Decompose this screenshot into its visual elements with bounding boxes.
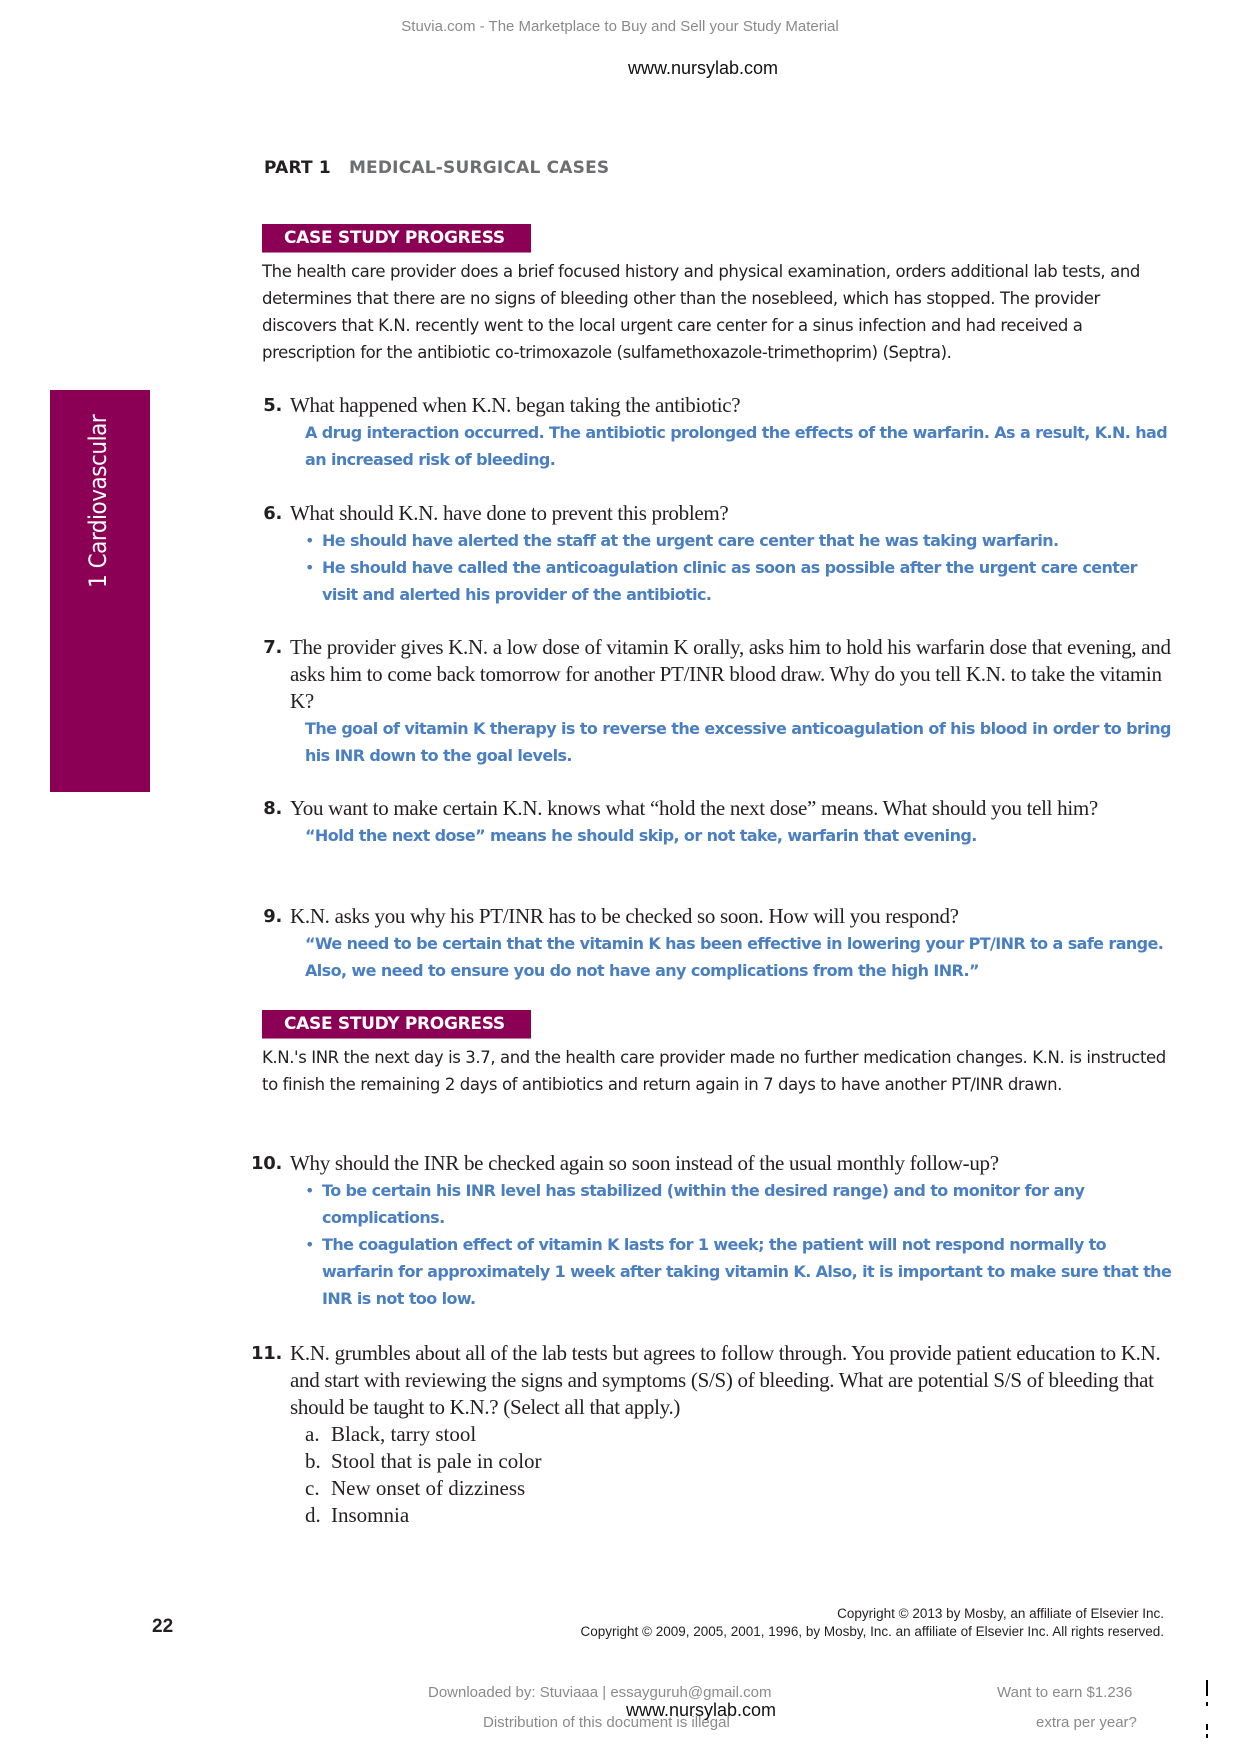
answer-text: “We need to be certain that the vitamin K has been effective in lowering your PT/INR to a safe range. Also, we need to ensure you do not have any complications from the high INR.” xyxy=(305,934,1164,980)
stuvia-watermark: Stuvia.com - The Marketplace to Buy and Sell your Study Material xyxy=(401,18,839,35)
case-study-progress-badge: CASE STUDY PROGRESS xyxy=(262,1010,531,1039)
part-label: PART 1 xyxy=(264,158,331,178)
bullet-icon: • xyxy=(305,1181,314,1200)
question-text: What should K.N. have done to prevent this problem? xyxy=(290,501,729,525)
question-9 xyxy=(262,903,1172,984)
question-number: 6. xyxy=(263,503,282,524)
part-title: MEDICAL-SURGICAL CASES xyxy=(348,158,610,178)
chapter-label: 1 Cardiovascular xyxy=(84,414,112,588)
question-5 xyxy=(262,392,1172,473)
site-url-top[interactable]: www.nursylab.com xyxy=(628,58,779,78)
question-number: 10. xyxy=(251,1153,282,1174)
question-text: What happened when K.N. began taking the antibiotic? xyxy=(290,393,741,417)
edge-marker xyxy=(1206,1702,1208,1706)
answer-option-b[interactable]: b. Stool that is pale in color xyxy=(305,1449,542,1473)
edge-marker xyxy=(1206,1680,1208,1696)
question-number: 5. xyxy=(263,395,282,416)
question-6 xyxy=(262,500,1172,608)
answer-bullet: • The coagulation effect of vitamin K lasts for 1 week; the patient will not respond normally to warfarin for approximately 1 week after taking vitamin K. Also, it is important to make sure that the INR is not too low. xyxy=(305,1231,1172,1312)
case-progress-text: K.N.'s INR the next day is 3.7, and the health care provider made no further medication changes. K.N. is instructed to finish the remaining 2 days of antibiotics and return again in 7 days to have another PT/INR drawn. xyxy=(262,1048,1166,1094)
bullet-icon: • xyxy=(305,1235,314,1254)
bullet-icon: • xyxy=(305,531,314,550)
case-study-progress-badge: CASE STUDY PROGRESS xyxy=(262,224,531,253)
question-text: Why should the INR be checked again so soon instead of the usual monthly follow-up? xyxy=(290,1151,999,1175)
answer-text: A drug interaction occurred. The antibiotic prolonged the effects of the warfarin. As a result, K.N. had an increased risk of bleeding. xyxy=(305,423,1168,469)
question-number: 11. xyxy=(251,1343,282,1364)
question-11 xyxy=(251,1340,1172,1529)
question-number: 7. xyxy=(263,637,282,658)
earn-promo-line-1[interactable]: Want to earn $1.236 xyxy=(997,1684,1133,1701)
chapter-side-tab xyxy=(50,390,150,792)
question-text: K.N. asks you why his PT/INR has to be checked so soon. How will you respond? xyxy=(290,904,959,928)
question-number: 9. xyxy=(263,906,282,927)
edge-marker xyxy=(1206,1724,1208,1730)
question-7 xyxy=(262,634,1172,769)
question-text: K.N. grumbles about all of the lab tests but agrees to follow through. You provide patient education to K.N. and start with reviewing the signs and symptoms (S/S) of bleeding. What are potential S/S of bleeding that should be taught to K.N.? (Select all that apply.) xyxy=(290,1341,1161,1419)
earn-promo-line-2[interactable]: extra per year? xyxy=(1036,1714,1137,1731)
copyright-notice: Copyright © 2013 by Mosby, an affiliate of Elsevier Inc. Copyright © 2009, 2005, 2001, 1996, by Mosby, Inc. an affiliate of Elsevier Inc. All rights reserved. xyxy=(580,1606,1164,1639)
question-number: 8. xyxy=(263,798,282,819)
case-progress-section-1 xyxy=(262,224,1167,366)
downloaded-by-text: Downloaded by: Stuviaaa | essayguruh@gmail.com xyxy=(428,1684,772,1701)
answer-option-a[interactable]: a. Black, tarry stool xyxy=(305,1422,477,1446)
answer-text: The goal of vitamin K therapy is to reverse the excessive anticoagulation of his blood in order to bring his INR down to the goal levels. xyxy=(305,719,1171,765)
bullet-icon: • xyxy=(305,558,314,577)
part-header xyxy=(264,158,609,178)
distribution-notice: Distribution of this document is illegal xyxy=(483,1714,730,1731)
answer-option-c[interactable]: c. New onset of dizziness xyxy=(305,1476,526,1500)
case-progress-text: The health care provider does a brief focused history and physical examination, orders additional lab tests, and determines that there are no signs of bleeding other than the nosebleed, which has stopped. The provider discovers that K.N. recently went to the local urgent care center for a sinus infection and had received a prescription for the antibiotic co-trimoxazole (sulfamethoxazole-trimethoprim) (Septra). xyxy=(262,262,1140,362)
answer-bullet: • He should have alerted the staff at the urgent care center that he was taking warfarin. xyxy=(305,527,1172,554)
question-8 xyxy=(262,795,1172,849)
answer-bullet: • To be certain his INR level has stabilized (within the desired range) and to monitor for any complications. xyxy=(305,1177,1172,1231)
answer-option-d[interactable]: d. Insomnia xyxy=(305,1503,410,1527)
question-10 xyxy=(251,1150,1172,1312)
answer-bullet: • He should have called the anticoagulation clinic as soon as possible after the urgent care center visit and alerted his provider of the antibiotic. xyxy=(305,554,1172,608)
page-number: 22 xyxy=(152,1616,174,1637)
site-url-bottom[interactable]: www.nursylab.com xyxy=(626,1700,777,1720)
edge-marker xyxy=(1206,1734,1208,1738)
answer-text: “Hold the next dose” means he should skip, or not take, warfarin that evening. xyxy=(305,826,977,845)
case-progress-section-2 xyxy=(262,1010,1167,1098)
question-text: The provider gives K.N. a low dose of vitamin K orally, asks him to hold his warfarin dose that evening, and asks him to come back tomorrow for another PT/INR blood draw. Why do you tell K.N. to take the vitamin K? xyxy=(290,635,1171,713)
question-text: You want to make certain K.N. knows what “hold the next dose” means. What should you tell him? xyxy=(290,796,1098,820)
